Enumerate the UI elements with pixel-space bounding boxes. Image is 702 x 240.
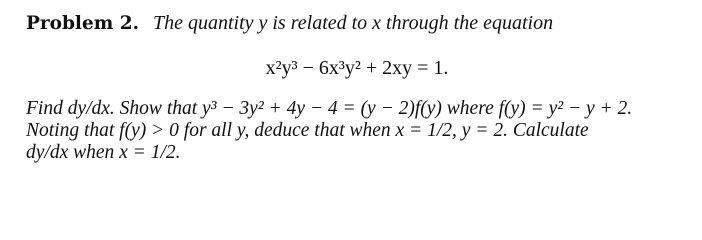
body-line: dy/dx when x = 1/2. bbox=[26, 142, 181, 163]
problem-equation: x²y³ − 6x³y² + 2xy = 1. bbox=[265, 57, 449, 79]
body-line: Find dy/dx. Show that y³ − 3y² + 4y − 4 = (y − 2)f(y) where f(y) = y² − y + 2. bbox=[26, 98, 633, 119]
problem-intro: The quantity y is related to x through the equation bbox=[152, 12, 554, 34]
problem-body bbox=[26, 98, 688, 164]
problem-label: Problem 2. bbox=[26, 13, 140, 34]
body-line: Noting that f(y) > 0 for all y, deduce that when x = 1/2, y = 2. Calculate bbox=[26, 120, 589, 141]
problem-block bbox=[26, 10, 688, 164]
problem-header bbox=[26, 10, 688, 37]
